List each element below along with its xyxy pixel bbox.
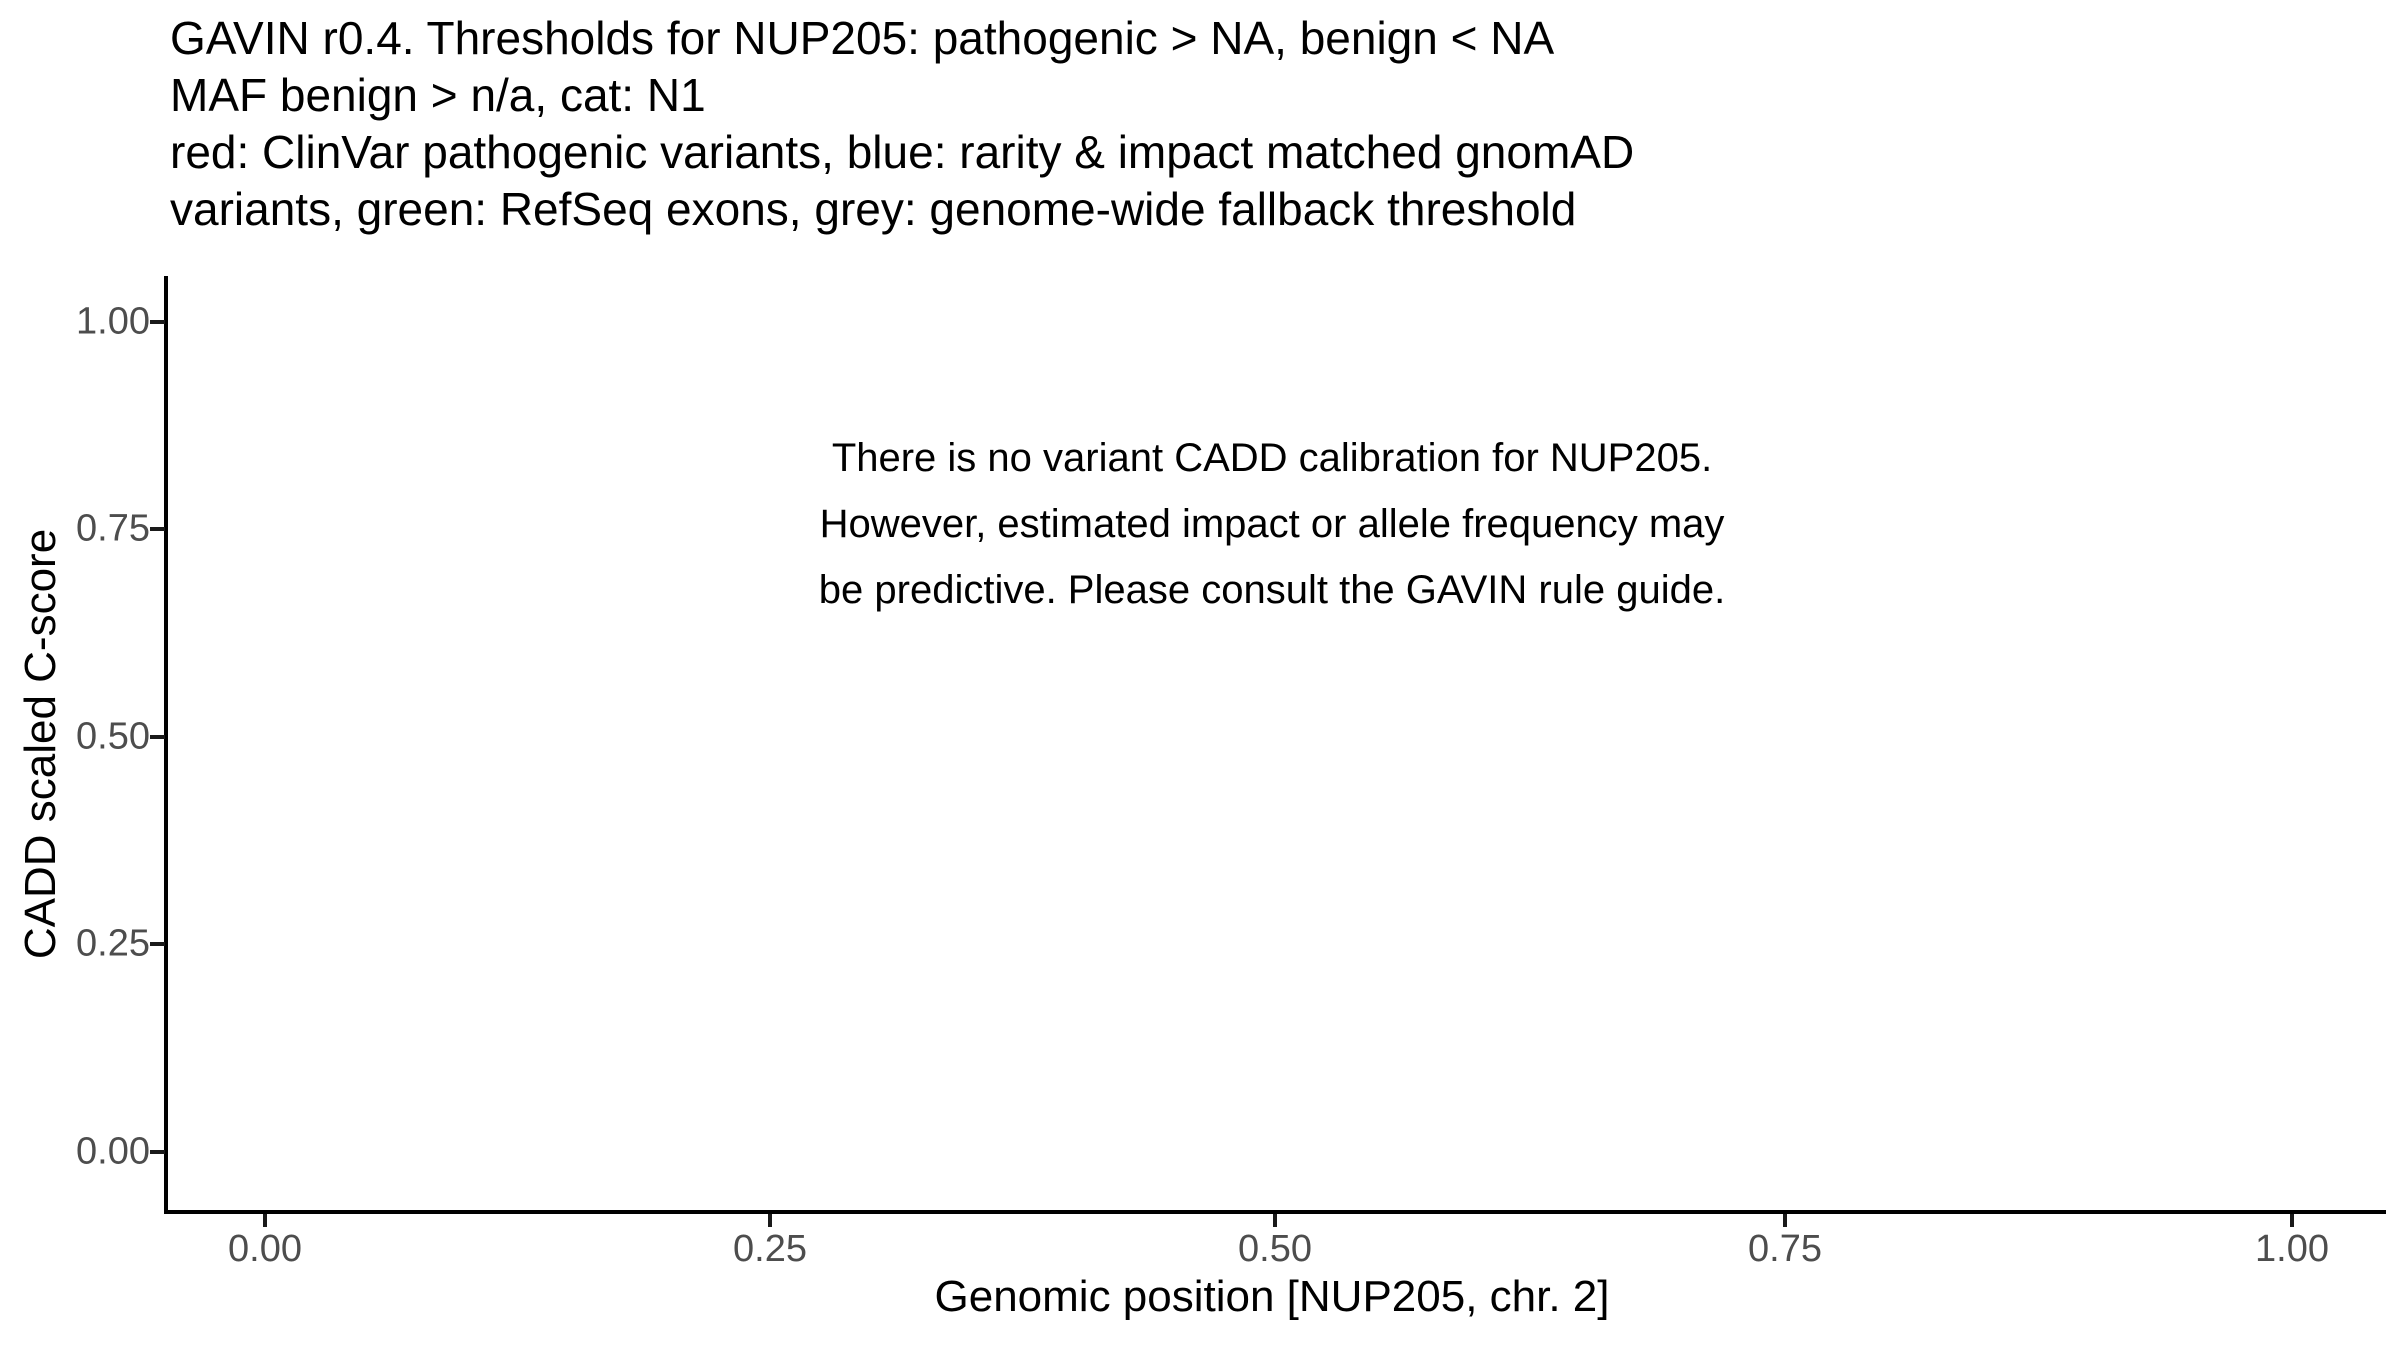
x-tick-label: 1.00 <box>2255 1228 2329 1270</box>
x-tick-label: 0.50 <box>1238 1228 1312 1270</box>
y-tick-mark <box>150 942 165 946</box>
x-tick-mark <box>768 1214 772 1227</box>
chart-title-line-2: MAF benign > n/a, cat: N1 <box>170 69 706 121</box>
y-tick-mark <box>150 735 165 739</box>
chart-title-line-1: GAVIN r0.4. Thresholds for NUP205: pathogenic > NA, benign < NA <box>170 12 1555 64</box>
x-tick-label: 0.75 <box>1748 1228 1822 1270</box>
x-tick-mark <box>2290 1214 2294 1227</box>
y-tick-label: 0.00 <box>76 1130 150 1173</box>
y-tick-label: 0.25 <box>76 922 150 965</box>
y-tick-label: 1.00 <box>76 300 150 343</box>
x-axis-title: Genomic position [NUP205, chr. 2] <box>934 1272 1610 1321</box>
annotation-line-2: However, estimated impact or allele frequency may <box>819 502 1725 546</box>
y-tick-label: 0.75 <box>76 507 150 550</box>
x-tick-mark <box>1273 1214 1277 1227</box>
chart-title-line-3: red: ClinVar pathogenic variants, blue: rarity & impact matched gnomAD <box>170 126 1635 178</box>
x-tick-label: 0.25 <box>733 1228 807 1270</box>
y-tick-mark <box>150 1150 165 1154</box>
chart-title-line-4: variants, green: RefSeq exons, grey: genome-wide fallback threshold <box>170 183 1577 235</box>
chart-title <box>170 10 1634 238</box>
y-tick-label: 0.50 <box>76 715 150 758</box>
x-tick-label: 0.00 <box>228 1228 302 1270</box>
y-tick-mark <box>150 320 165 324</box>
annotation-line-1: There is no variant CADD calibration for NUP205. <box>831 436 1713 480</box>
annotation-line-3: be predictive. Please consult the GAVIN rule guide. <box>818 568 1726 612</box>
y-tick-mark <box>150 527 165 531</box>
y-axis-line <box>164 276 168 1214</box>
x-tick-mark <box>1783 1214 1787 1227</box>
x-tick-mark <box>263 1214 267 1227</box>
y-axis-title: CADD scaled C-score <box>16 528 65 960</box>
no-calibration-annotation <box>819 425 1725 623</box>
